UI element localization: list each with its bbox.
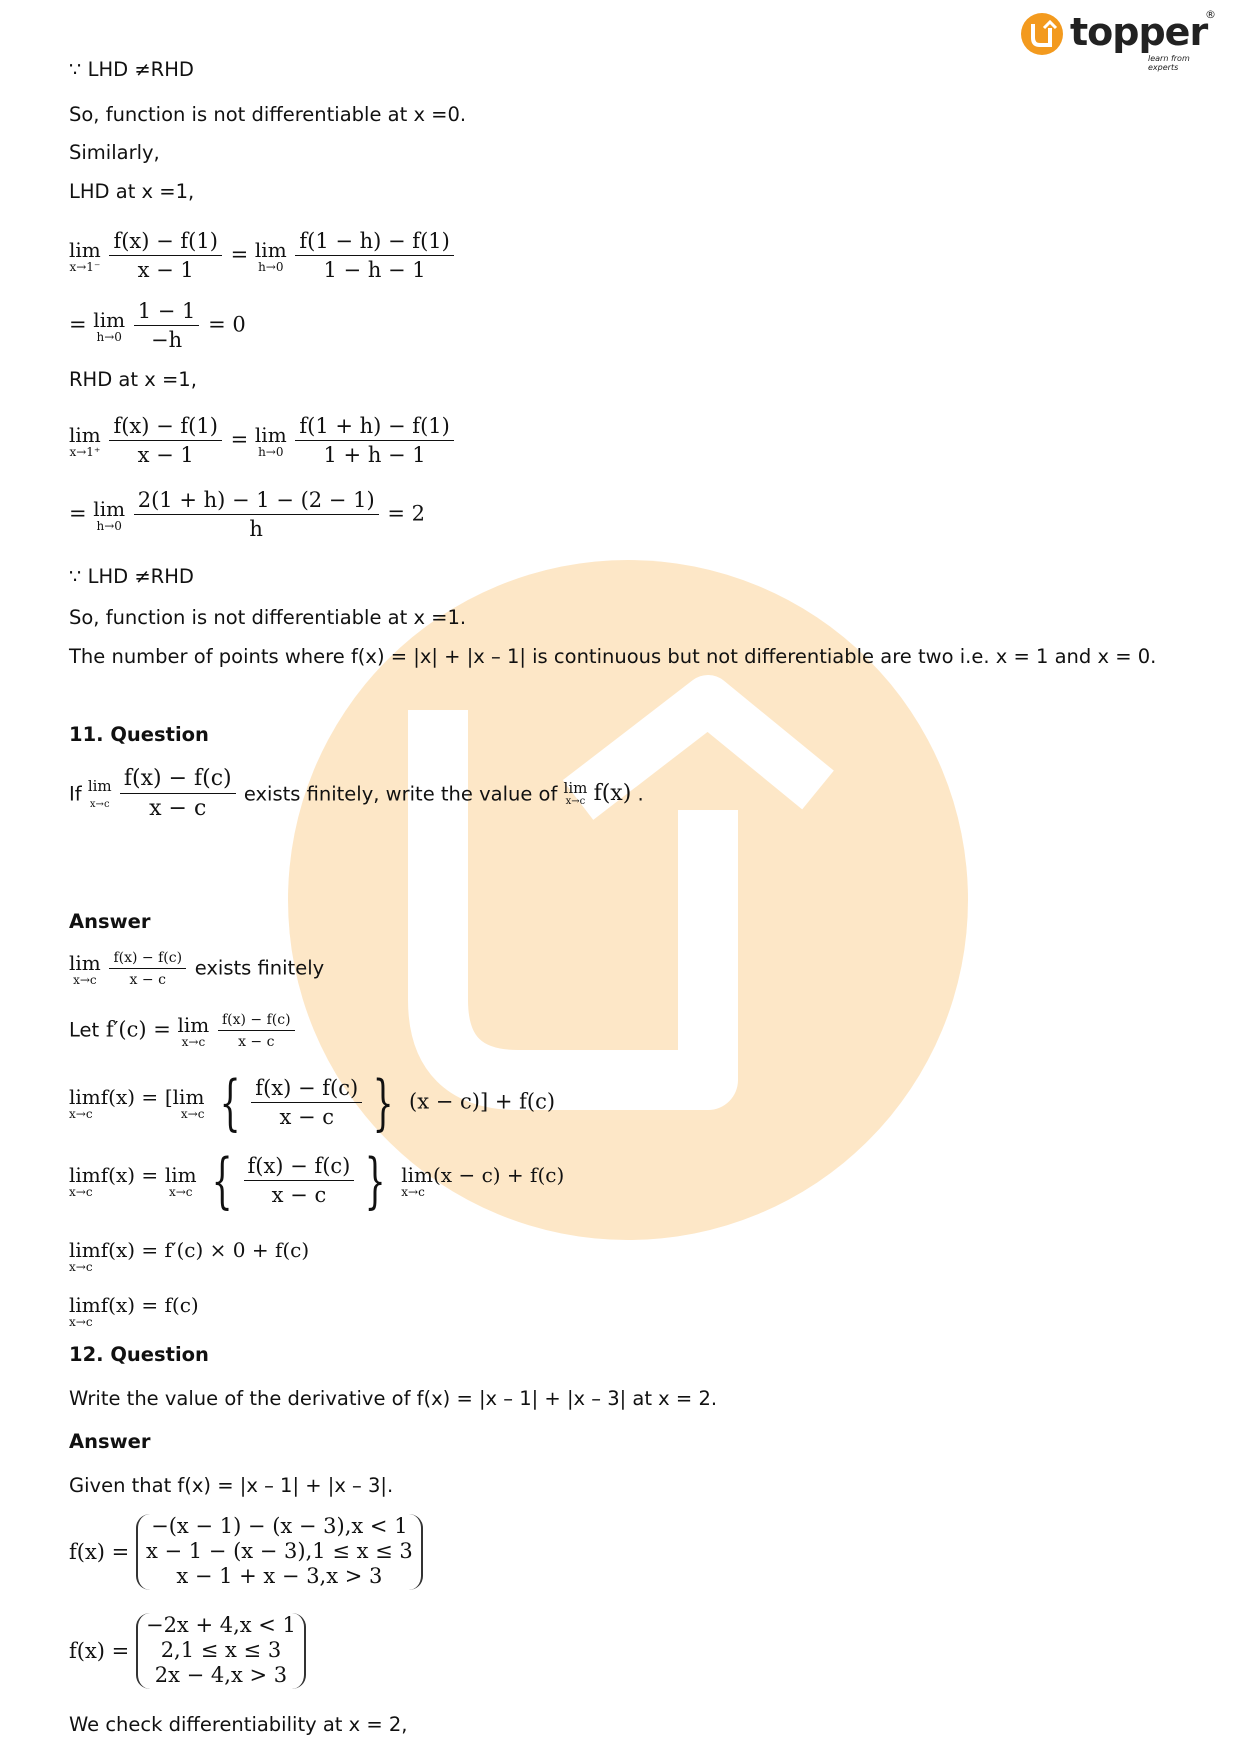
fraction: $\frac{f(x) - f(1)}{x - 1}$ — [109, 231, 221, 281]
since-lhd-ne-rhd-1: ∵ LHD ≠RHD — [69, 58, 194, 81]
lhd-at-1-label: LHD at x =1, — [69, 180, 195, 203]
q11-answer-heading: Answer — [69, 910, 151, 933]
q12-heading: 12. Question — [69, 1343, 209, 1366]
q11-step2: limf(x) = x→c lim x→c { $\frac{f(x) - f(c)}{x - c}$ } lim(x − c) + f(c) x→c — [69, 1146, 565, 1216]
lhd-equation: lim x→1⁻ $\frac{f(x) - f(1)}{x - 1}$ = lim h→0 $\frac{f(1 - h) - f(1)}{1 - h - 1}$ — [69, 231, 456, 281]
piecewise-2: f(x) = −2x + 4,x < 1 2,1 ≤ x ≤ 3 2x − 4,x > 3 — [69, 1613, 306, 1689]
not-diff-at-0: So, function is not differentiable at x =0. — [69, 103, 467, 126]
since-lhd-ne-rhd-2: ∵ LHD ≠RHD — [69, 565, 194, 588]
q11-let: Let f′(c) = lim x→c $\frac{f(x) - f(c)}{x - c}$ — [69, 1013, 297, 1049]
not-diff-at-1: So, function is not differentiable at x =1. — [69, 606, 467, 629]
q11-heading: 11. Question — [69, 723, 209, 746]
conclusion-text: The number of points where f(x) = |x| + |x – 1| is continuous but not differentiable are two i.e. x = 1 and x = 0. — [69, 645, 1157, 668]
lim-op: lim h→0 — [254, 237, 287, 274]
lhd-result: = lim h→0 $\frac{1 - 1}{-h}$ = 0 — [69, 299, 246, 352]
q12-given: Given that f(x) = |x – 1| + |x – 3|. — [69, 1474, 394, 1497]
q12-check: We check differentiability at x = 2, — [69, 1713, 408, 1736]
q11-question: If lim x→c $\frac{f(x) - f(c)}{x - c}$ exists finitely, write the value of lim x→c f(x) . — [69, 766, 644, 821]
q12-question: Write the value of the derivative of f(x) = |x – 1| + |x – 3| at x = 2. — [69, 1387, 718, 1410]
logo-tagline: learn from experts — [1148, 54, 1190, 72]
rhd-result: = lim h→0 $\frac{2(1 + h) - 1 - (2 - 1)}{h}$ = 2 — [69, 488, 425, 541]
rhd-at-1-label: RHD at x =1, — [69, 368, 197, 391]
similarly-text: Similarly, — [69, 141, 160, 164]
topper-logo — [1020, 8, 1220, 72]
q11-step3: limf(x) = f′(c) × 0 + f(c) x→c — [69, 1238, 310, 1274]
fraction: $\frac{f(1 - h) - f(1)}{1 - h - 1}$ — [295, 231, 453, 281]
q11-step1: limf(x) = x→c [lim x→c { $\frac{f(x) - f(c)}{x - c}$ } (x − c)] + f(c) — [69, 1068, 556, 1138]
piecewise-1: f(x) = −(x − 1) − (x − 3),x < 1 x − 1 − (x − 3),1 ≤ x ≤ 3 x − 1 + x − 3,x > 3 — [69, 1514, 423, 1590]
logo-text: topper — [1070, 10, 1208, 54]
piecewise-cases: −(x − 1) − (x − 3),x < 1 x − 1 − (x − 3),1 ≤ x ≤ 3 x − 1 + x − 3,x > 3 — [136, 1514, 423, 1590]
logo-registered: ® — [1205, 8, 1216, 21]
q11-step4: limf(x) = f(c) x→c — [69, 1293, 199, 1329]
piecewise-cases: −2x + 4,x < 1 2,1 ≤ x ≤ 3 2x − 4,x > 3 — [136, 1613, 306, 1689]
lim-op: lim x→1⁻ — [69, 237, 101, 274]
q12-answer-heading: Answer — [69, 1430, 151, 1453]
rhd-equation: lim x→1⁺ $\frac{f(x) - f(1)}{x - 1}$ = lim h→0 $\frac{f(1 + h) - f(1)}{1 + h - 1}$ — [69, 416, 456, 466]
q11-exists: lim x→c $\frac{f(x) - f(c)}{x - c}$ exists finitely — [69, 950, 325, 988]
